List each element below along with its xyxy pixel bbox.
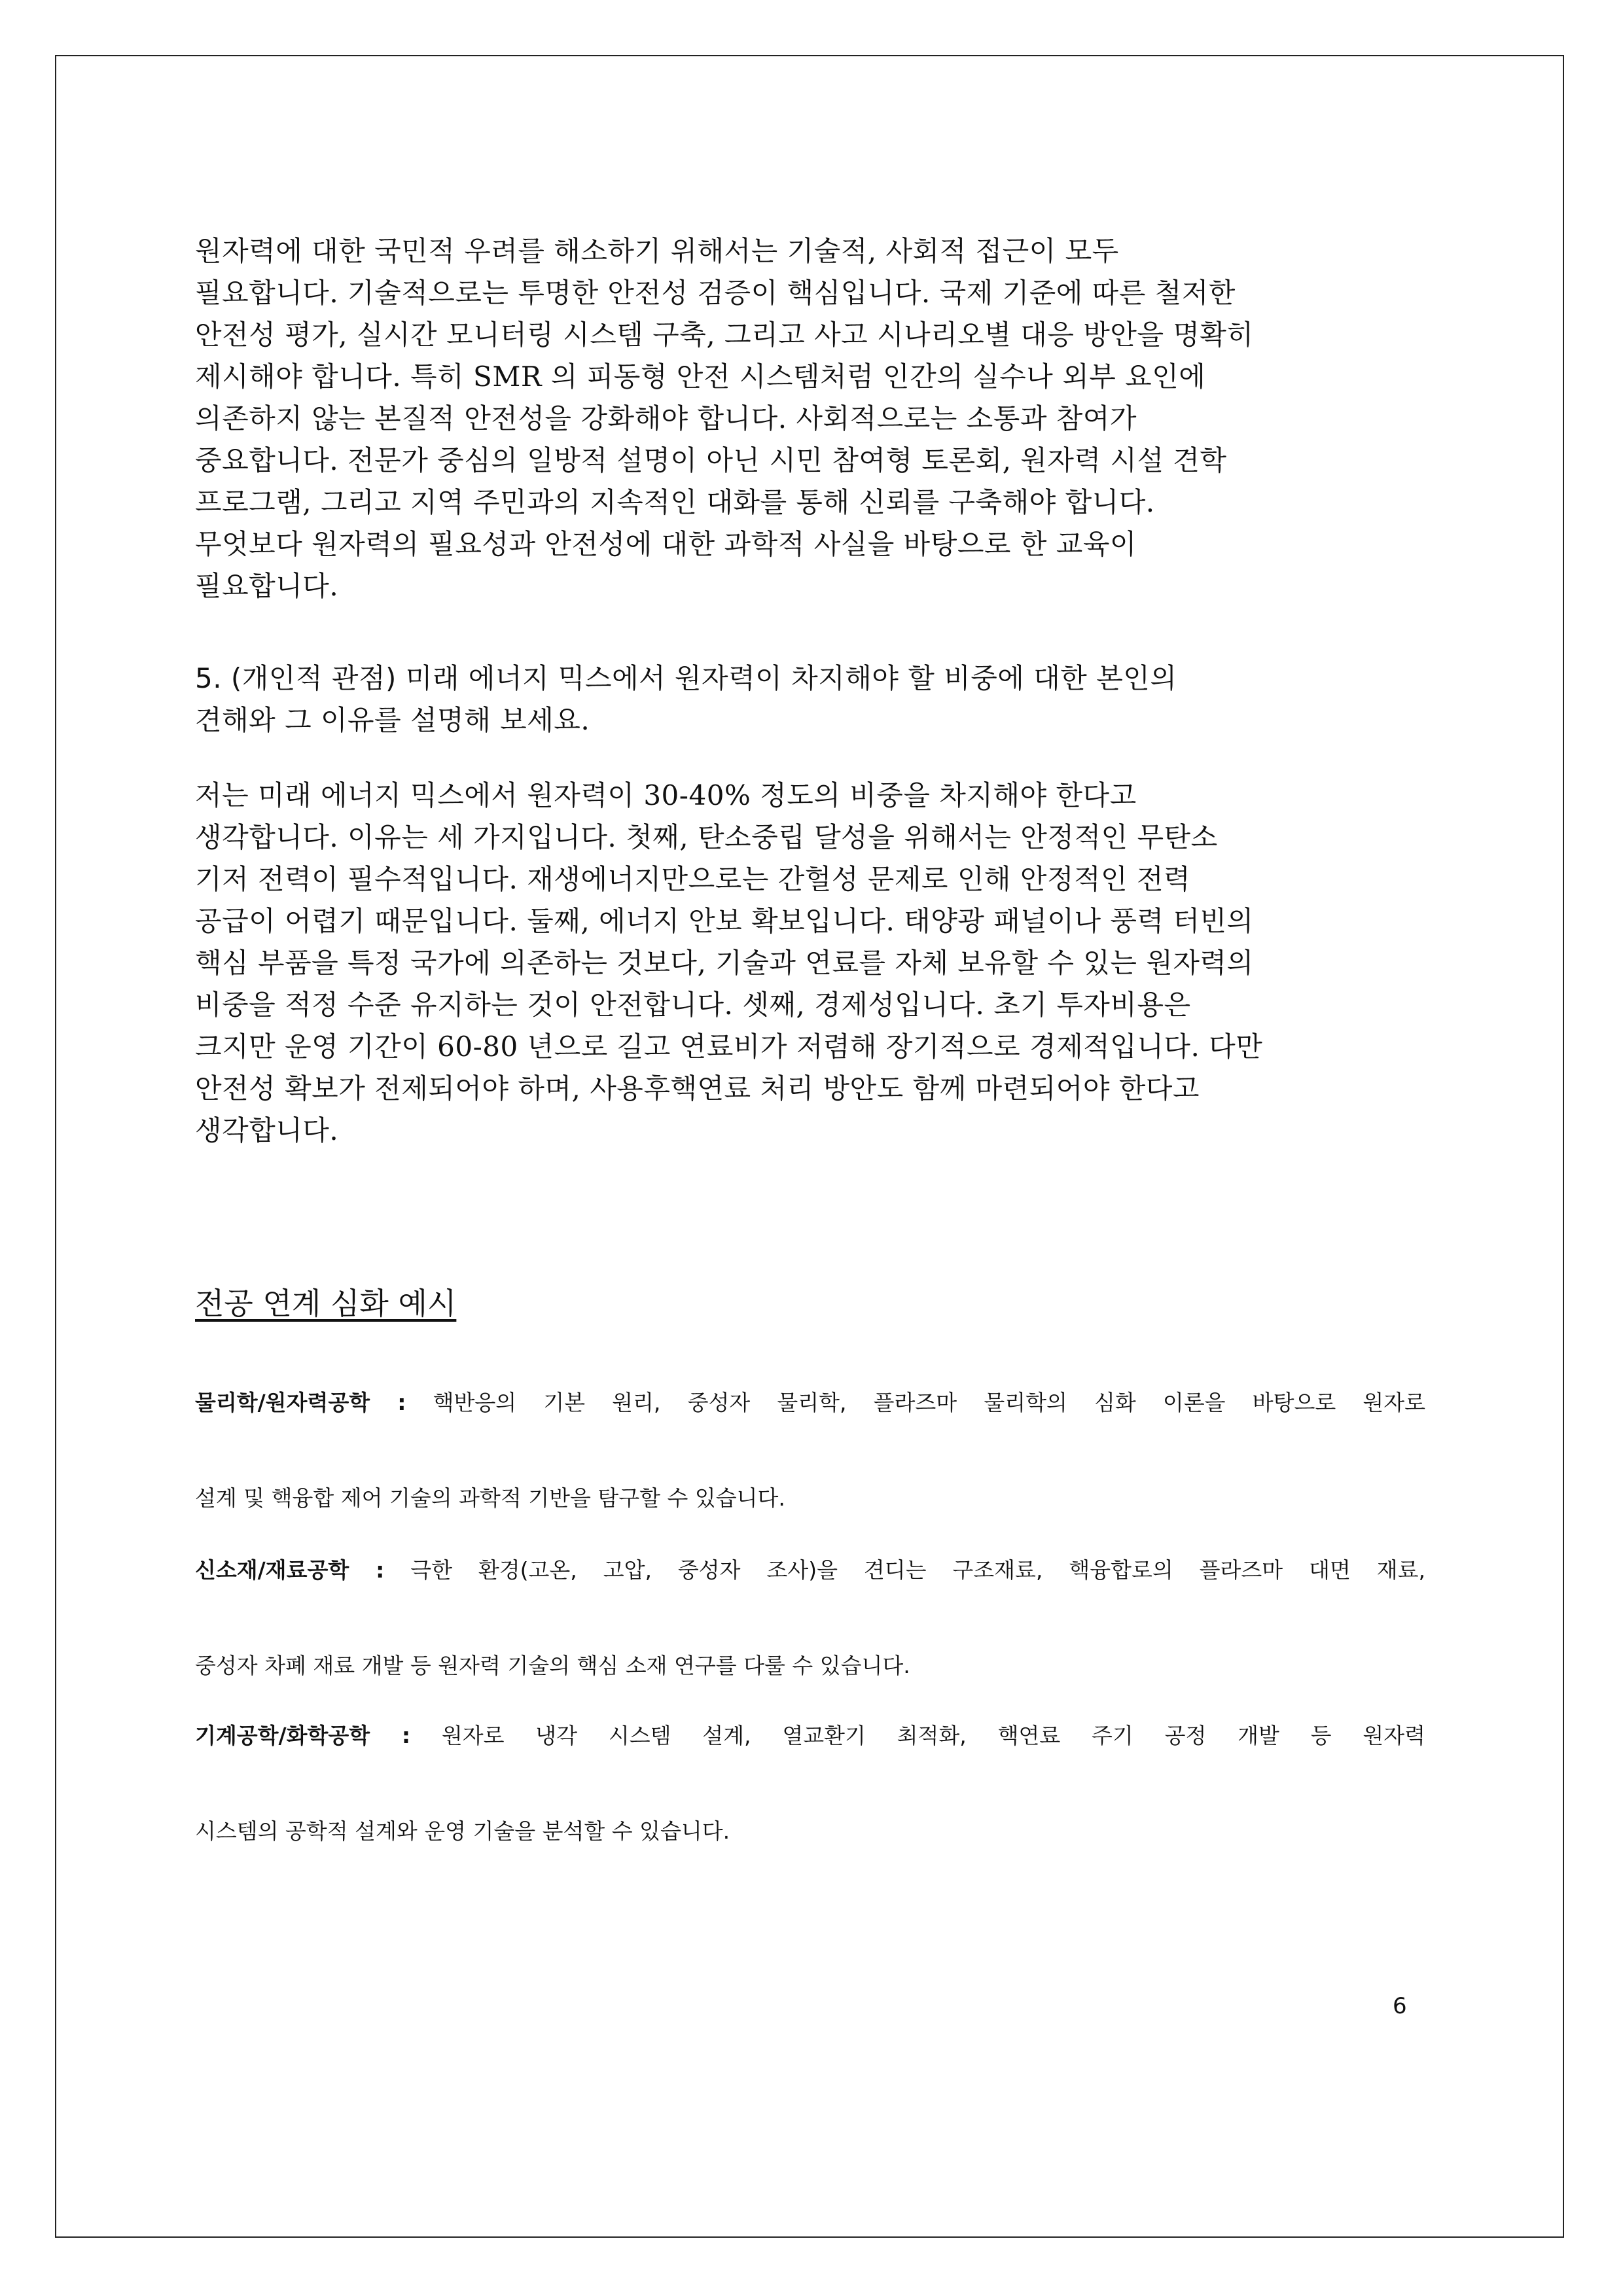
- question-5: [195, 658, 1438, 741]
- major-physics-text: 핵반응의 기본 원리, 중성자 물리학, 플라즈마 물리학의 심화 이론을 바탕으로 원자로: [406, 1390, 1426, 1415]
- major-materials-text: 극한 환경(고온, 고압, 중성자 조사)을 견디는 구조재료, 핵융합로의 플라즈마 대면 재료,: [384, 1557, 1426, 1583]
- major-physics-label: 물리학/원자력공학 :: [195, 1390, 406, 1415]
- major-physics-line2: 설계 및 핵융합 제어 기술의 과학적 기반을 탐구할 수 있습니다.: [195, 1485, 785, 1511]
- major-mechanical-line2: 시스템의 공학적 설계와 운영 기술을 분석할 수 있습니다.: [195, 1818, 730, 1844]
- major-mechanical-label: 기계공학/화학공학 :: [195, 1723, 411, 1748]
- major-materials-label: 신소재/재료공학 :: [195, 1557, 385, 1583]
- question-5-text: 미래 에너지 믹스에서 원자력이 차지해야 할 비중에 대한 본인의 견해와 그 이유를 설명해 보세요.: [195, 662, 1177, 736]
- major-materials-line1: [195, 1557, 1425, 1583]
- paragraph-safety-concerns: 원자력에 대한 국민적 우려를 해소하기 위해서는 기술적, 사회적 접근이 모두 필요합니다. 기술적으로는 투명한 안전성 검증이 핵심입니다. 국제 기준에 따른 철저한 안전성 평가, 실시간 모니터링 시스템 구축, 그리고 사고 시나리오별 대응 방안을 명확히 제시해야 합니다. 특히 SMR 의 피동형 안전 시스템처럼 인간의 실수나 외부 요인에 의존하지 않는 본질적 안전성을 강화해야 합니다. 사회적으로는 소통과 참여가 중요합니다. 전문가 중심의 일방적 설명이 아닌 시민 참여형 토론회, 원자력 시설 견학 프로그램, 그리고 지역 주민과의 지속적인 대화를 통해 신뢰를 구축해야 합니다. 무엇보다 원자력의 필요성과 안전성에 대한 과학적 사실을 바탕으로 한 교육이 필요합니다.: [195, 235, 1254, 602]
- major-physics: [195, 1390, 1425, 1511]
- major-materials-line2: 중성자 차폐 재료 개발 등 원자력 기술의 핵심 소재 연구를 다룰 수 있습니다.: [195, 1653, 910, 1678]
- section-title: 전공 연계 심화 예시: [195, 1286, 457, 1321]
- major-mechanical-line1: [195, 1723, 1425, 1748]
- page-number: 6: [1393, 1993, 1407, 2019]
- major-mechanical-chemical: [195, 1723, 1425, 1844]
- answer-5-paragraph: 저는 미래 에너지 믹스에서 원자력이 30-40% 정도의 비중을 차지해야 한다고 생각합니다. 이유는 세 가지입니다. 첫째, 탄소중립 달성을 위해서는 안정적인 무탄소 기저 전력이 필수적입니다. 재생에너지만으로는 간헐성 문제로 인해 안정적인 전력 공급이 어렵기 때문입니다. 둘째, 에너지 안보 확보입니다. 태양광 패널이나 풍력 터빈의 핵심 부품을 특정 국가에 의존하는 것보다, 기술과 연료를 자체 보유할 수 있는 원자력의 비중을 적정 수준 유지하는 것이 안전합니다. 셋째, 경제성입니다. 초기 투자비용은 크지만 운영 기간이 60-80 년으로 길고 연료비가 저렴해 장기적으로 경제적입니다. 다만 안전성 확보가 전제되어야 하며, 사용후핵연료 처리 방안도 함께 마련되어야 한다고 생각합니다.: [195, 779, 1263, 1146]
- major-mechanical-text: 원자로 냉각 시스템 설계, 열교환기 최적화, 핵연료 주기 공정 개발 등 원자력: [410, 1723, 1425, 1748]
- major-materials: [195, 1557, 1425, 1678]
- question-5-label: 5. (개인적 관점): [195, 662, 397, 694]
- major-physics-line1: [195, 1390, 1425, 1415]
